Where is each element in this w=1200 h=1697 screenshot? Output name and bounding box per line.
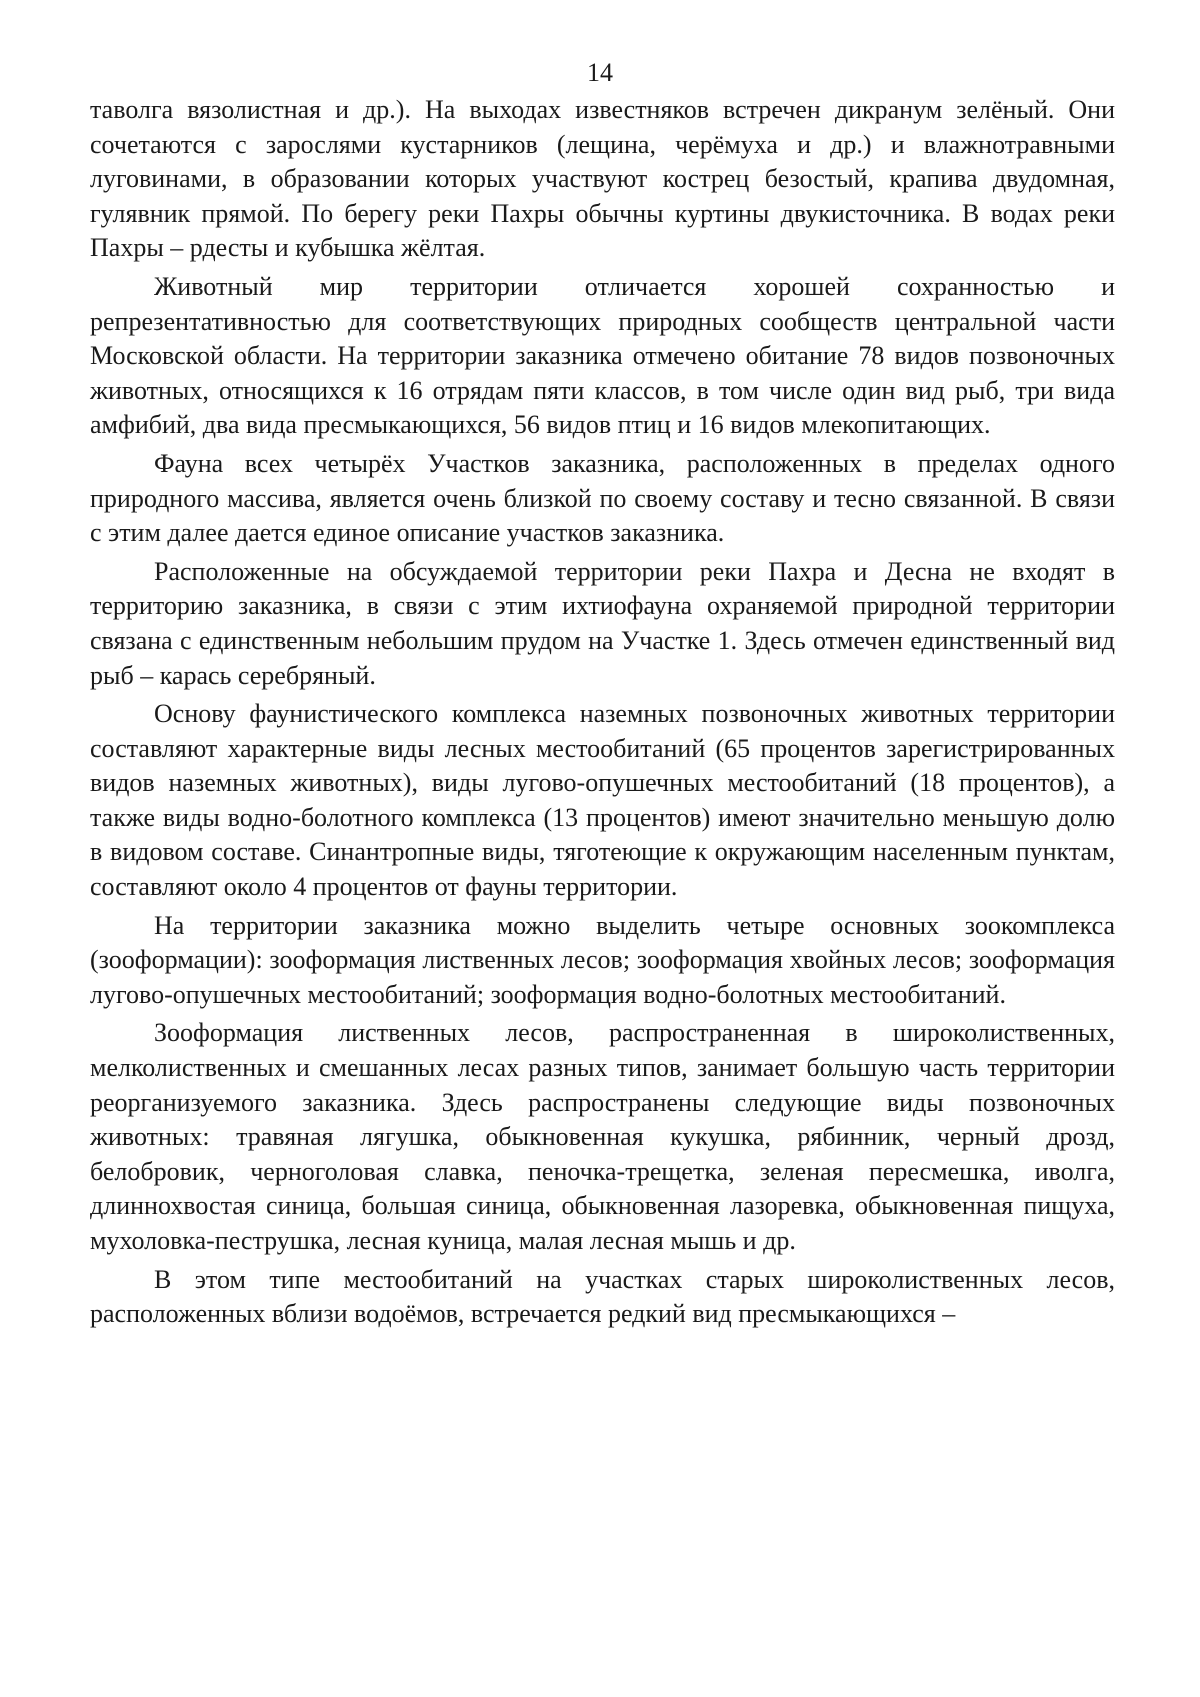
paragraph-deciduous-forest-zooformation: Зооформация лиственных лесов, распространенная в широколиственных, мелколиственных и смешанных лесах разных типов, занимает большую часть территории реорганизуемого заказника. Здесь распространены следующие виды позвоночных животных: травяная лягушка, обыкновенная кукушка, рябинник, черный дрозд, белобровик, черноголовая славка, пеночка-трещетка, зеленая пересмешка, иволга, длиннохвостая синица, большая синица, обыкновенная лазоревка, обыкновенная пищуха, мухоловка-пеструшка, лесная куница, малая лесная мышь и др. xyxy=(90,1018,1115,1255)
paragraph-flora-continuation: таволга вязолистная и др.). На выходах известняков встречен дикранум зелёный. Они сочетаются с зарослями кустарников (лещина, черёмуха и др.) и влажнотравными луговинами, в образовании которых участвуют кострец безостый, крапива двудомная, гулявник прямой. По берегу реки Пахры обычны куртины двукисточника. В водах реки Пахры – рдесты и кубышка жёлтая. xyxy=(90,95,1115,263)
paragraph-ichthyofauna: Расположенные на обсуждаемой территории реки Пахра и Десна не входят в территорию заказника, в связи с этим ихтиофауна охраняемой природной территории связана с единственным небольшим прудом на Участке 1. Здесь отмечен единственный вид рыб – карась серебряный. xyxy=(90,556,1115,690)
page-number: 14 xyxy=(587,58,613,87)
paragraph-zoocomplexes: На территории заказника можно выделить четыре основных зоокомплекса (зооформации): зооформация лиственных лесов; зооформация хвойных лесов; зооформация лугово-опушечных местообитаний; зооформация водно-болотных местообитаний. xyxy=(90,910,1115,1009)
paragraph-faunal-complex: Основу фаунистического комплекса наземных позвоночных животных территории составляют характерные виды лесных местообитаний (65 процентов зарегистрированных видов наземных животных), виды лугово-опушечных местообитаний (18 процентов), а также виды водно-болотного комплекса (13 процентов) имеют значительно меньшую долю в видовом составе. Синантропные виды, тяготеющие к окружающим населенным пунктам, составляют около 4 процентов от фауны территории. xyxy=(90,699,1115,902)
paragraph-fauna-overview: Животный мир территории отличается хорошей сохранностью и репрезентативностью для соответствующих природных сообществ центральной части Московской области. На территории заказника отмечено обитание 78 видов позвоночных животных, относящихся к 16 отрядам пяти классов, в том числе один вид рыб, три вида амфибий, два вида пресмыкающихся, 56 видов птиц и 16 видов млекопитающих. xyxy=(90,271,1115,440)
document-body xyxy=(90,93,1115,1332)
paragraph-old-broadleaf-forests: В этом типе местообитаний на участках старых широколиственных лесов, расположенных вблизи водоёмов, встречается редкий вид пресмыкающихся – xyxy=(90,1264,1115,1329)
paragraph-fauna-sections: Фауна всех четырёх Участков заказника, расположенных в пределах одного природного массива, является очень близкой по своему составу и тесно связанной. В связи с этим далее дается единое описание участков заказника. xyxy=(90,448,1115,548)
